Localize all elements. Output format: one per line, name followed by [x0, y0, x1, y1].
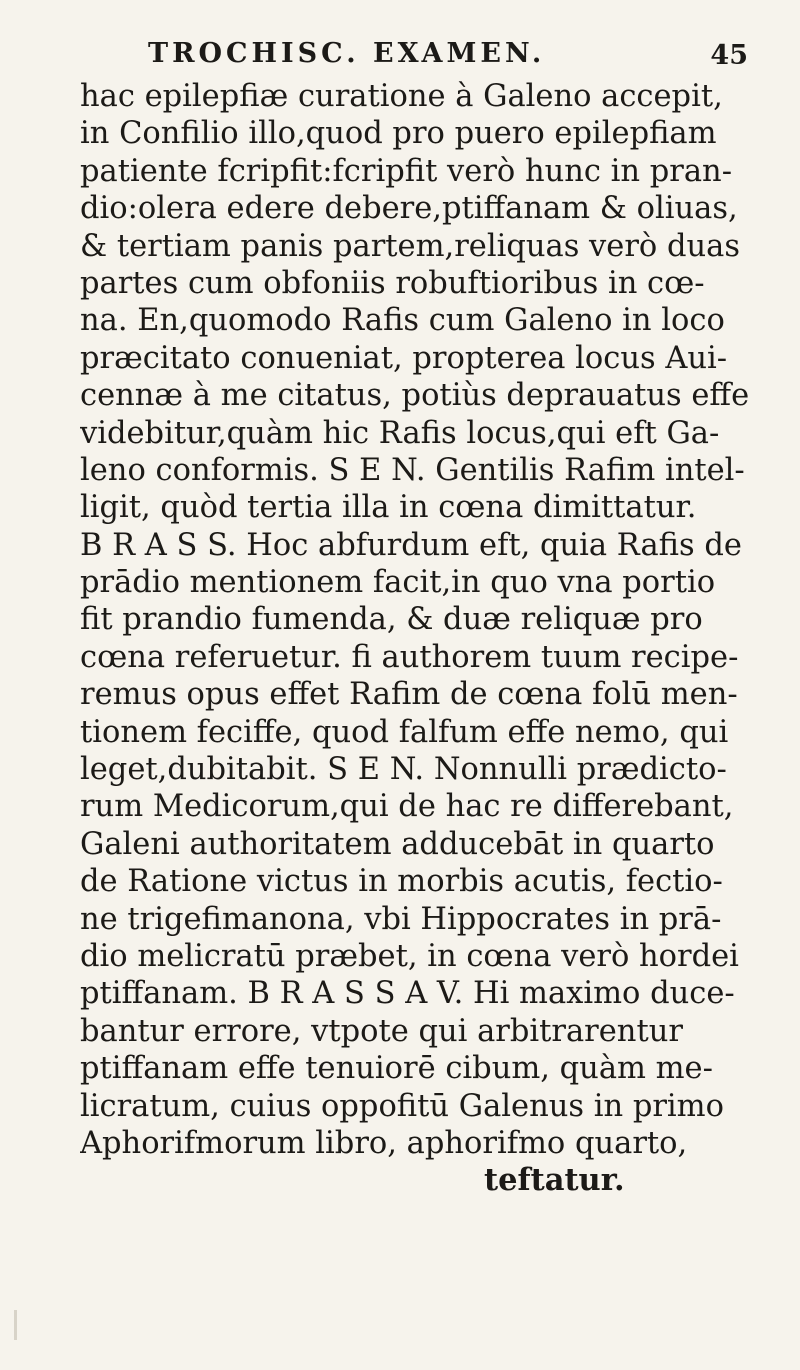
text-line: leno conformis. S E N. Gentilis Rafim intel-: [80, 452, 745, 488]
text-line: partes cum obfoniis robuftioribus in cœ-: [80, 265, 705, 301]
text-line-final: teftatur.: [484, 1162, 625, 1199]
text-line: prādio mentionem facit,in quo vna portio: [80, 565, 716, 601]
text-line: leget,dubitabit. S E N. Nonnulli prædicto-: [80, 752, 727, 788]
page-edge-mark: [14, 1310, 17, 1340]
text-line: ptiffanam effe tenuiorē cibum, quàm me-: [80, 1051, 713, 1087]
running-title: TROCHISC. EXAMEN.: [148, 38, 546, 69]
text-line: licratum, cuius oppofitū Galenus in primo: [80, 1088, 724, 1124]
text-line: in Confilio illo,quod pro puero epilepfiam: [80, 116, 717, 152]
page-number: 45: [710, 40, 748, 71]
text-line: na. En,quomodo Rafis cum Galeno in loco: [80, 303, 725, 339]
text-line: cennæ à me citatus, potiùs deprauatus effe: [80, 378, 750, 414]
text-line: patiente fcripfit:fcripfit verò hunc in pran-: [80, 153, 732, 189]
text-line: ptiffanam. B R A S S A V. Hi maximo duce-: [80, 976, 735, 1012]
text-line: bantur errore, vtpote qui arbitrarentur: [80, 1013, 683, 1049]
text-line: ligit, quòd tertia illa in cœna dimittatur.: [80, 490, 697, 526]
text-line: videbitur,quàm hic Rafis locus,qui eft Ga-: [80, 415, 720, 451]
running-head: [0, 34, 800, 74]
text-line: rum Medicorum,qui de hac re differebant,: [80, 789, 734, 825]
body-text: [80, 78, 770, 1200]
text-line: hac epilepfiæ curatione à Galeno accepit,: [80, 79, 723, 114]
text-line: ne trigefimanona, vbi Hippocrates in prā-: [80, 901, 722, 937]
text-line: de Ratione victus in morbis acutis, fectio-: [80, 864, 723, 900]
text-line: cœna referuetur. fi authorem tuum recipe-: [80, 639, 739, 675]
text-line: remus opus effet Rafim de cœna folū men-: [80, 677, 738, 713]
text-line: fit prandio fumenda, & duæ reliquæ pro: [80, 602, 703, 638]
text-line: Aphorifmorum libro, aphorifmo quarto,: [80, 1125, 688, 1161]
text-line: B R A S S. Hoc abfurdum eft, quia Rafis de: [80, 527, 742, 563]
text-line: dio:olera edere debere,ptiffanam & oliuas,: [80, 191, 738, 227]
text-line: præcitato conueniat, propterea locus Aui-: [80, 340, 728, 376]
text-line: tionem feciffe, quod falfum effe nemo, qui: [80, 714, 729, 750]
text-line: dio melicratū præbet, in cœna verò hordei: [80, 938, 739, 974]
text-line: & tertiam panis partem,reliquas verò duas: [80, 228, 740, 264]
text-line: Galeni authoritatem adducebāt in quarto: [80, 826, 715, 862]
